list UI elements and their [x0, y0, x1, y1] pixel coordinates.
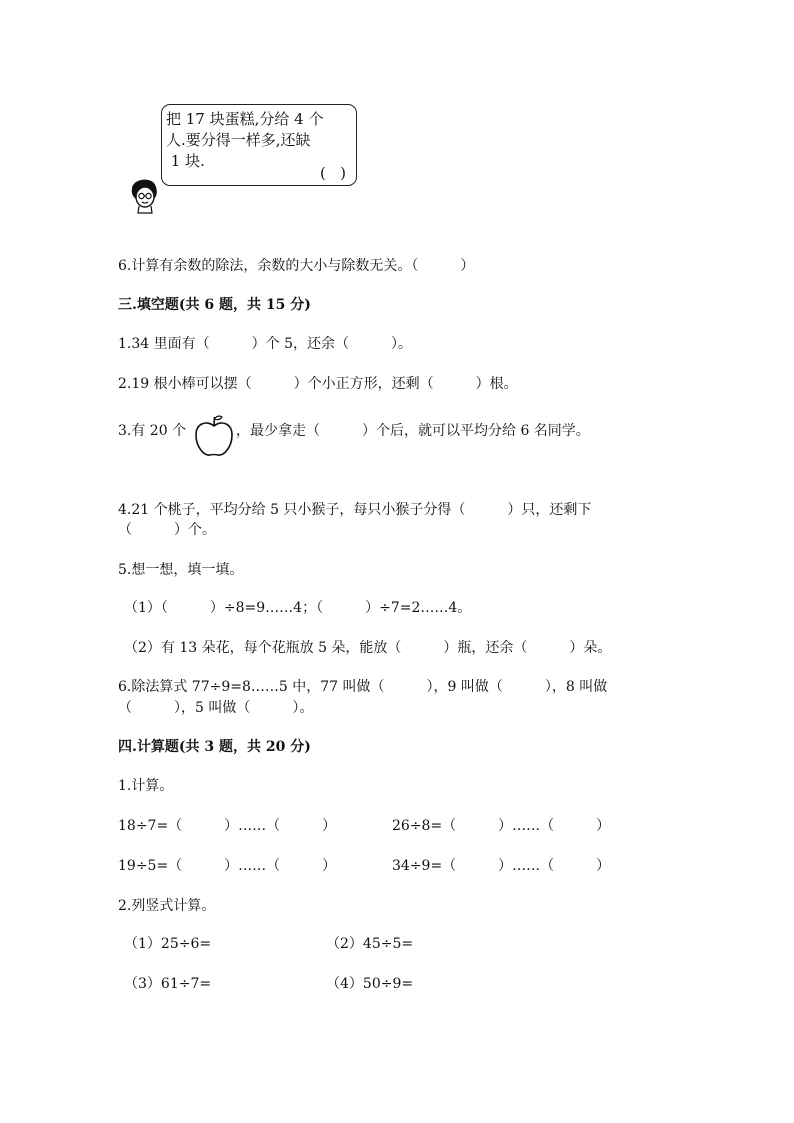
fill-question-5-part1: （1）（ ）÷8=9……4；（ ）÷7=2……4。	[124, 600, 472, 616]
section-3-title: 三.填空题(共 6 题，共 15 分)	[118, 297, 311, 313]
speech-bubble	[161, 104, 357, 186]
fill-question-4-line1: 4.21 个桃子，平均分给 5 只小猴子，每只小猴子分得（ ）只，还剩下	[118, 502, 592, 518]
fill-question-6-line2: （ ），5 叫做（ ）。	[118, 700, 314, 716]
calc-item-2: 26÷8=（ ）……（ ）	[392, 818, 611, 834]
fill-question-6-line1: 6.除法算式 77÷9=8……5 中，77 叫做（ ），9 叫做（ ），8 叫做	[118, 679, 608, 695]
calc-item-3: 19÷5=（ ）……（ ）	[118, 858, 337, 874]
bubble-answer-paren[interactable]: ( )	[319, 164, 346, 182]
bubble-line-3: 1 块.	[166, 152, 205, 170]
fill-question-3-after: ，最少拿走（ ）个后，就可以平均分给 6 名同学。	[236, 423, 590, 439]
calc-item-4: 34÷9=（ ）……（ ）	[392, 858, 611, 874]
calc-item-1: 18÷7=（ ）……（ ）	[118, 818, 337, 834]
calc-question-2-title: 2.列竖式计算。	[118, 898, 216, 914]
fill-question-3-before: 3.有 20 个	[118, 423, 187, 439]
vertical-calc-4: （4）50÷9=	[326, 976, 414, 992]
fill-question-1: 1.34 里面有（ ）个 5，还余（ ）。	[118, 336, 412, 352]
apple-icon	[193, 414, 235, 458]
fill-question-2: 2.19 根小棒可以摆（ ）个小正方形，还剩（ ）根。	[118, 376, 518, 392]
calc-question-1-title: 1.计算。	[118, 778, 174, 794]
fill-question-4-line2: （ ）个。	[118, 522, 216, 538]
bubble-line-2: 人.要分得一样多,还缺	[166, 131, 311, 149]
bubble-line-1: 把 17 块蛋糕,分给 4 个	[166, 110, 324, 128]
judge-question-6: 6.计算有余数的除法，余数的大小与除数无关。（ ）	[118, 258, 475, 274]
fill-question-5-part2: （2）有 13 朵花，每个花瓶放 5 朵，能放（ ）瓶，还余（ ）朵。	[124, 640, 612, 656]
fill-question-5-title: 5.想一想，填一填。	[118, 562, 244, 578]
vertical-calc-2: （2）45÷5=	[326, 936, 414, 952]
vertical-calc-1: （1）25÷6=	[124, 936, 212, 952]
section-4-title: 四.计算题(共 3 题，共 20 分)	[118, 739, 311, 755]
vertical-calc-3: （3）61÷7=	[124, 976, 212, 992]
girl-avatar-icon	[128, 175, 162, 215]
